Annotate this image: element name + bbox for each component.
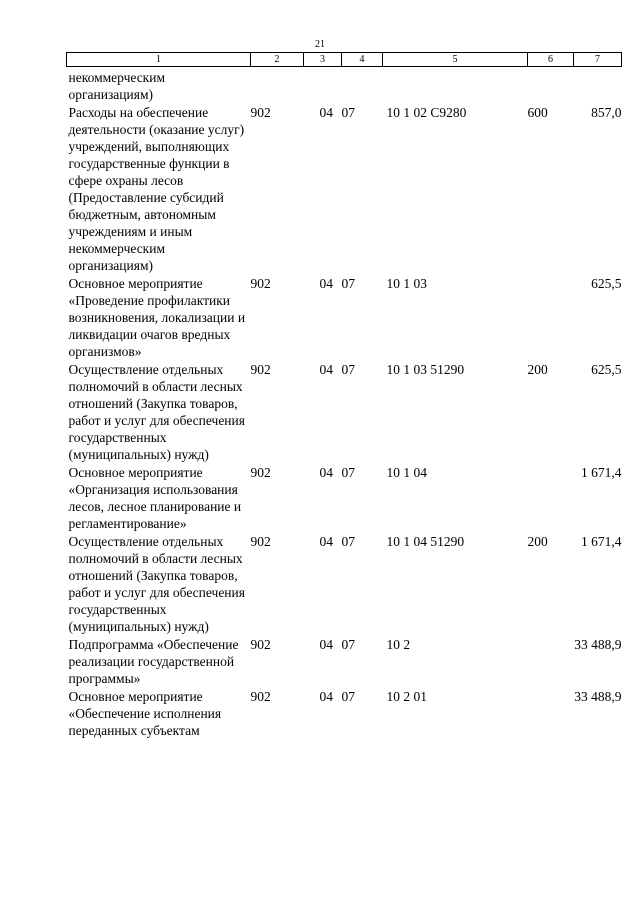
row-description: Подпрограмма «Обеспечение реализации государственной программы» — [68, 637, 239, 686]
row-amount: 1 671,4 — [581, 465, 622, 480]
row-subsection-code: 07 — [341, 534, 355, 549]
column-header-2: 2 — [251, 53, 304, 67]
row-subsection-code — [342, 67, 383, 105]
row-expense-type — [528, 636, 574, 688]
row-section-code: 04 — [319, 465, 333, 480]
row-target-article: 10 2 — [386, 637, 411, 652]
row-description: Осуществление отдельных полномочий в области лесных отношений (Закупка товаров, работ и услуг для обеспечения государственных (муниципальных) нужд) — [68, 534, 245, 634]
row-target-article — [383, 67, 528, 105]
row-subsection-code: 07 — [341, 362, 355, 377]
table-row — [67, 361, 622, 464]
page-number: 21 — [315, 39, 325, 50]
row-amount: 33 488,9 — [574, 689, 622, 704]
row-ministry-code: 902 — [250, 276, 271, 291]
row-amount: 625,5 — [591, 362, 622, 377]
row-amount: 625,5 — [591, 276, 622, 291]
row-target-article: 10 1 03 51290 — [386, 362, 465, 377]
row-amount: 1 671,4 — [581, 534, 622, 549]
column-header-1: 1 — [67, 53, 251, 67]
row-description: Расходы на обеспечение деятельности (оказание услуг) учреждений, выполняющих государственные функции в сфере охраны лесов (Предоставление субсидий бюджетным, автономным учреждениям и иным некоммерческим организациям) — [68, 105, 245, 273]
column-number-row — [67, 53, 622, 67]
column-header-6: 6 — [528, 53, 574, 67]
row-ministry-code — [251, 67, 304, 105]
table-row — [67, 104, 622, 275]
row-description: Основное мероприятие «Обеспечение исполнения переданных субъектам — [68, 689, 222, 738]
column-header-7: 7 — [574, 53, 622, 67]
row-expense-type — [528, 67, 574, 105]
row-description: некоммерческим организациям) — [68, 70, 166, 102]
row-target-article: 10 1 02 С9280 — [386, 105, 467, 120]
column-header-3: 3 — [304, 53, 342, 67]
row-description: Осуществление отдельных полномочий в области лесных отношений (Закупка товаров, работ и услуг для обеспечения государственных (муниципальных) нужд) — [68, 362, 245, 462]
row-ministry-code: 902 — [250, 637, 271, 652]
row-section-code: 04 — [319, 105, 333, 120]
row-target-article: 10 1 03 — [386, 276, 427, 291]
row-subsection-code: 07 — [341, 637, 355, 652]
row-section-code: 04 — [319, 689, 333, 704]
column-header-4: 4 — [342, 53, 383, 67]
row-section-code: 04 — [319, 534, 333, 549]
row-amount — [574, 67, 622, 105]
row-subsection-code: 07 — [341, 465, 355, 480]
row-ministry-code: 902 — [250, 362, 271, 377]
row-amount: 857,0 — [591, 105, 622, 120]
row-target-article: 10 2 01 — [386, 689, 427, 704]
row-target-article: 10 1 04 — [386, 465, 427, 480]
row-ministry-code: 902 — [250, 689, 271, 704]
table-row — [67, 275, 622, 361]
column-header-5: 5 — [383, 53, 528, 67]
row-description: Основное мероприятие «Организация использования лесов, лесное планирование и регламентирование» — [68, 465, 242, 531]
row-ministry-code: 902 — [250, 465, 271, 480]
table-row — [67, 688, 622, 740]
table-row — [67, 464, 622, 533]
row-subsection-code: 07 — [341, 276, 355, 291]
row-expense-type: 600 — [527, 105, 548, 120]
budget-table — [66, 52, 622, 740]
row-expense-type — [528, 464, 574, 533]
row-ministry-code: 902 — [250, 105, 271, 120]
row-expense-type: 200 — [527, 534, 548, 549]
row-ministry-code: 902 — [250, 534, 271, 549]
row-description: Основное мероприятие «Проведение профилактики возникновения, локализации и ликвидации очагов вредных организмов» — [68, 276, 246, 359]
row-section-code — [304, 67, 342, 105]
table-row — [67, 67, 622, 105]
row-expense-type: 200 — [527, 362, 548, 377]
row-amount: 33 488,9 — [574, 637, 622, 652]
row-expense-type — [528, 275, 574, 361]
row-subsection-code: 07 — [341, 105, 355, 120]
row-expense-type — [528, 688, 574, 740]
row-section-code: 04 — [319, 276, 333, 291]
row-subsection-code: 07 — [341, 689, 355, 704]
table-row — [67, 636, 622, 688]
row-target-article: 10 1 04 51290 — [386, 534, 465, 549]
row-section-code: 04 — [319, 362, 333, 377]
row-section-code: 04 — [319, 637, 333, 652]
table-row — [67, 533, 622, 636]
